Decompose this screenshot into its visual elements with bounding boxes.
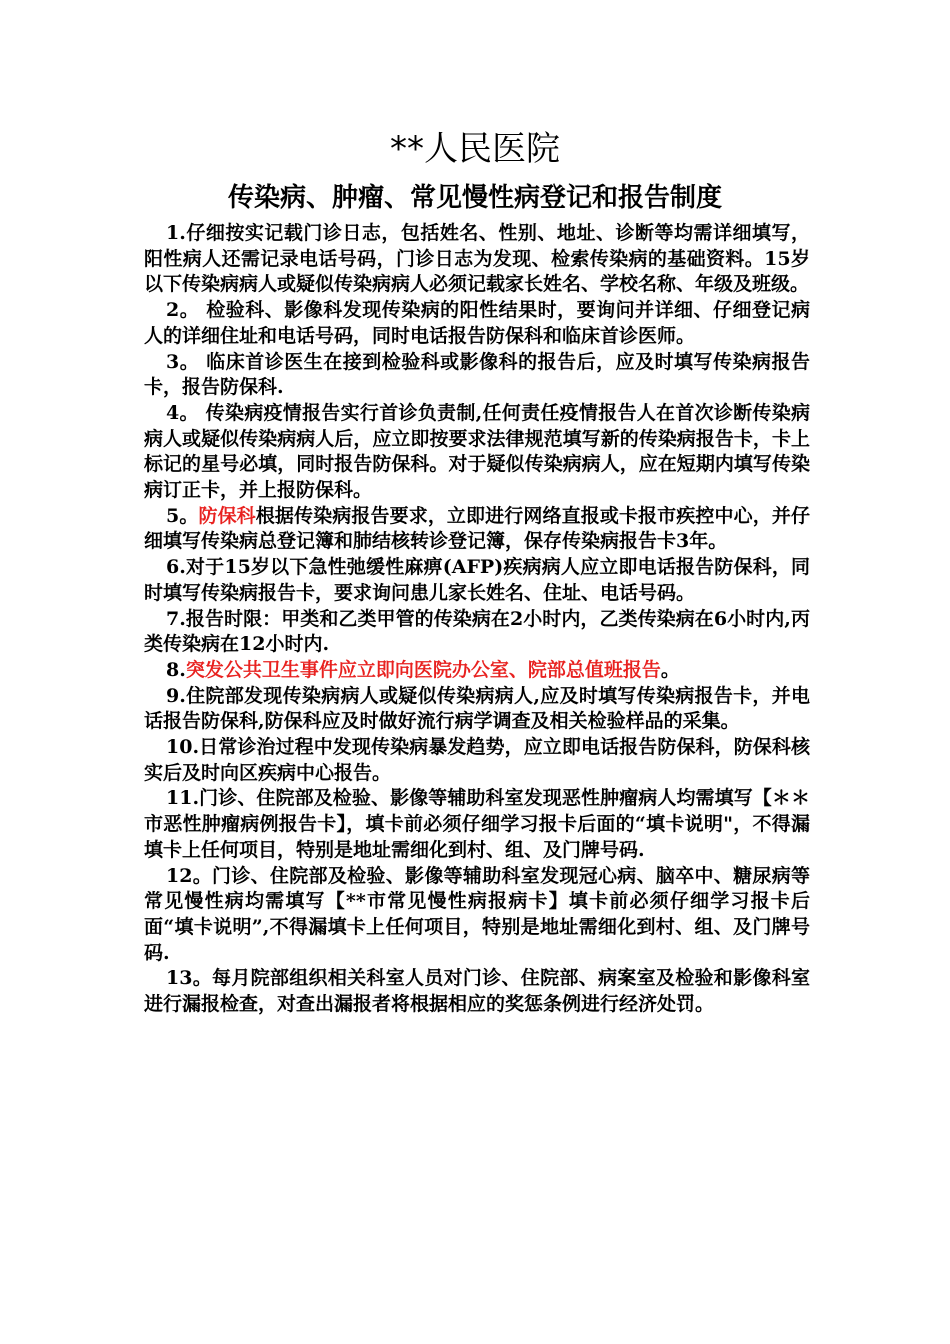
document-body — [144, 221, 810, 1018]
paragraph-12: 12。门诊、住院部及检验、影像等辅助科室发现冠心病、脑卒中、糖尿病等常见慢性病均需填写【**市常见慢性病报病卡】填卡前必须仔细学习报卡后面“填卡说明”,不得漏填卡上任何项目，特别是地址需细化到村、组、及门牌号码. — [144, 864, 810, 964]
page-title: **人民医院 — [390, 129, 560, 169]
highlight-text: 防保科 — [198, 504, 256, 527]
paragraph-1: 1.仔细按实记载门诊日志，包括姓名、性别、地址、诊断等均需详细填写，阳性病人还需记录电话号码，门诊日志为发现、检索传染病的基础资料。15岁以下传染病病人或疑似传染病病人必须记载家长姓名、学校名称、年级及班级。 — [144, 222, 810, 296]
paragraph-3: 3。 临床首诊医生在接到检验科或影像科的报告后，应及时填写传染病报告卡，报告防保科. — [144, 350, 810, 399]
paragraph-4: 4。 传染病疫情报告实行首诊负责制,任何责任疫情报告人在首次诊断传染病病人或疑似传染病病人后，应立即按要求法律规范填写新的传染病报告卡，卡上标记的星号必填，同时报告防保科。对于疑似传染病病人，应在短期内填写传染病订正卡，并上报防保科。 — [144, 401, 810, 502]
paragraph-9: 9.住院部发现传染病病人或疑似传染病病人,应及时填写传染病报告卡，并电话报告防保科,防保科应及时做好流行病学调查及相关检验样品的采集。 — [144, 684, 810, 733]
paragraph-7: 7.报告时限：甲类和乙类甲管的传染病在2小时内，乙类传染病在6小时内,丙类传染病在12小时内. — [144, 607, 810, 656]
paragraph-5: 5。防保科根据传染病报告要求，立即进行网络直报或卡报市疾控中心，并仔细填写传染病总登记簿和肺结核转诊登记簿，保存传染病报告卡3年。 — [144, 504, 810, 553]
highlight-text: 突发公共卫生事件应立即向医院办公室、院部总值班报告 — [185, 658, 661, 681]
paragraph-8: 8.突发公共卫生事件应立即向医院办公室、院部总值班报告。 — [166, 658, 680, 681]
paragraph-2: 2。 检验科、影像科发现传染病的阳性结果时，要询问并详细、仔细登记病人的详细住址和电话号码，同时电话报告防保科和临床首诊医师。 — [144, 299, 810, 347]
page-subtitle: 传染病、肿瘤、常见慢性病登记和报告制度 — [227, 183, 722, 213]
paragraph-13: 13。每月院部组织相关科室人员对门诊、住院部、病案室及检验和影像科室进行漏报检查，对查出漏报者将根据相应的奖惩条例进行经济处罚。 — [144, 967, 810, 1016]
paragraph-6: 6.对于15岁以下急性弛缓性麻痹(AFP)疾病病人应立即电话报告防保科，同时填写传染病报告卡，要求询问患儿家长姓名、住址、电话号码。 — [144, 556, 810, 604]
paragraph-11: 11.门诊、住院部及检验、影像等辅助科室发现恶性肿瘤病人均需填写【＊＊市恶性肿瘤病例报告卡】，填卡前必须仔细学习报卡后面的“填卡说明"，不得漏填卡上任何项目，特别是地址需细化到村、组、及门牌号码. — [144, 787, 810, 861]
paragraph-10: 10.日常诊治过程中发现传染病暴发趋势，应立即电话报告防保科，防保科核实后及时向区疾病中心报告。 — [144, 736, 810, 784]
